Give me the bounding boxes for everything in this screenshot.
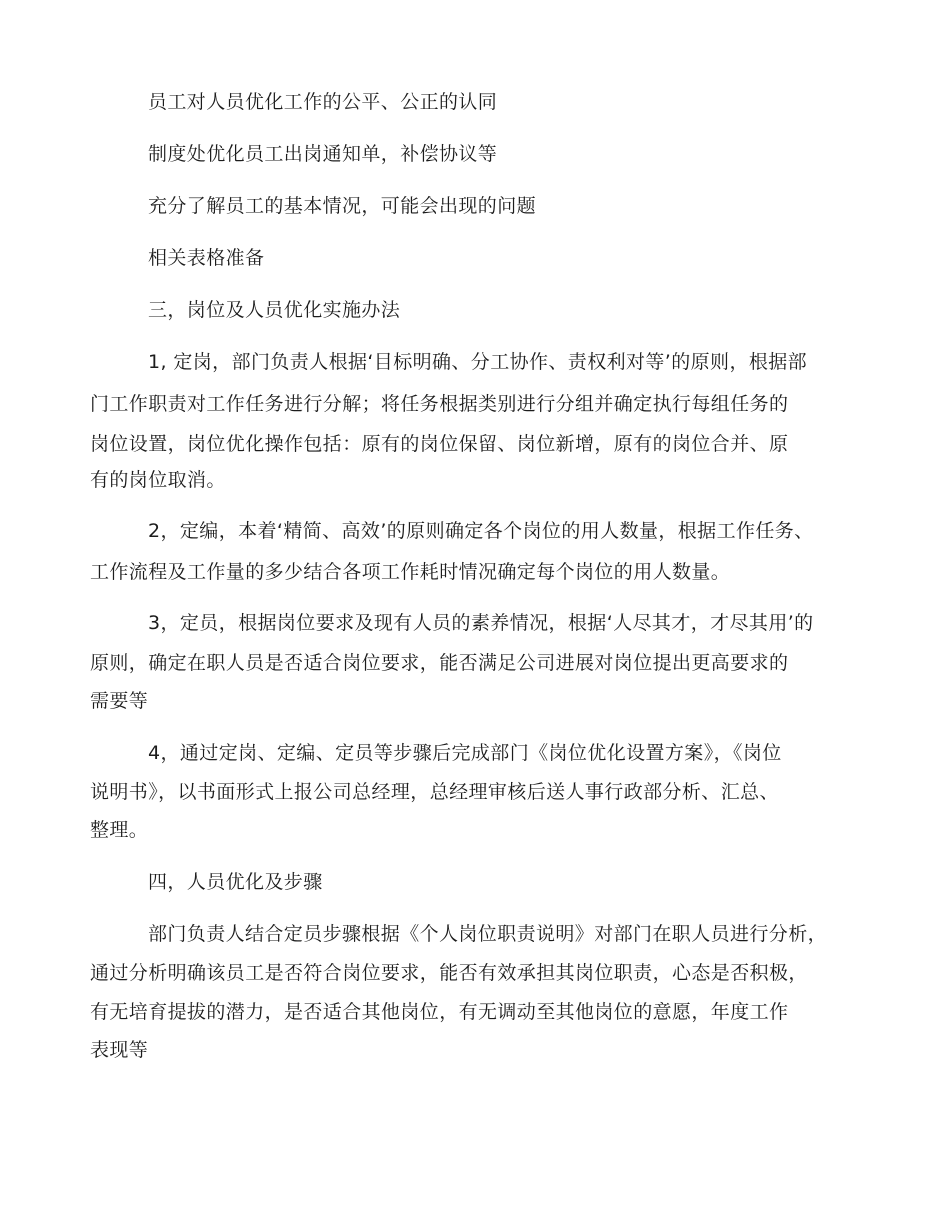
paragraph-line: 4，通过定岗、定编、定员等步骤后完成部门《岗位优化设置方案》，《岗位	[148, 742, 782, 764]
paragraph-line: 整理。	[90, 819, 149, 841]
paragraph-line: 说明书》，以书面形式上报公司总经理，总经理审核后送人事行政部分析、汇总、	[90, 781, 779, 803]
section-heading: 四，人员优化及步骤	[148, 871, 323, 893]
list-item: 制度处优化员工出岗通知单，补偿协议等	[148, 143, 498, 165]
paragraph-line: 3，定员，根据岗位要求及现有人员的素养情况，根据‘人尽其才，才尽其用’的	[148, 612, 814, 634]
paragraph-line: 岗位设置，岗位优化操作包括：原有的岗位保留、岗位新增，原有的岗位合并、原	[90, 433, 789, 455]
paragraph-line: 门工作职责对工作任务进行分解；将任务根据类别进行分组并确定执行每组任务的	[90, 393, 789, 415]
paragraph-line: 通过分析明确该员工是否符合岗位要求，能否有效承担其岗位职责，心态是否积极，	[90, 962, 808, 984]
paragraph-line: 2，定编，本着‘精简、高效’的原则确定各个岗位的用人数量，根据工作任务、	[148, 520, 814, 542]
list-item: 充分了解员工的基本情况，可能会出现的问题	[148, 195, 537, 217]
paragraph-line: 有的岗位取消。	[90, 469, 226, 491]
paragraph-line: 1, 定岗，部门负责人根据‘目标明确、分工协作、责权利对等’的原则，根据部	[148, 351, 808, 373]
paragraph-line: 工作流程及工作量的多少结合各项工作耗时情况确定每个岗位的用人数量。	[90, 561, 731, 583]
paragraph-line: 有无培育提拔的潜力，是否适合其他岗位，有无调动至其他岗位的意愿，年度工作	[90, 1001, 789, 1023]
list-item: 相关表格准备	[148, 247, 265, 269]
paragraph-line: 表现等	[90, 1039, 149, 1061]
section-heading: 三，岗位及人员优化实施办法	[148, 299, 401, 321]
list-item: 员工对人员优化工作的公平、公正的认同	[148, 91, 498, 113]
paragraph-line: 部门负责人结合定员步骤根据《个人岗位职责说明》对部门在职人员进行分析，	[148, 923, 828, 945]
paragraph-line: 原则，确定在职人员是否适合岗位要求，能否满足公司进展对岗位提出更高要求的	[90, 652, 789, 674]
paragraph-line: 需要等	[90, 690, 149, 712]
